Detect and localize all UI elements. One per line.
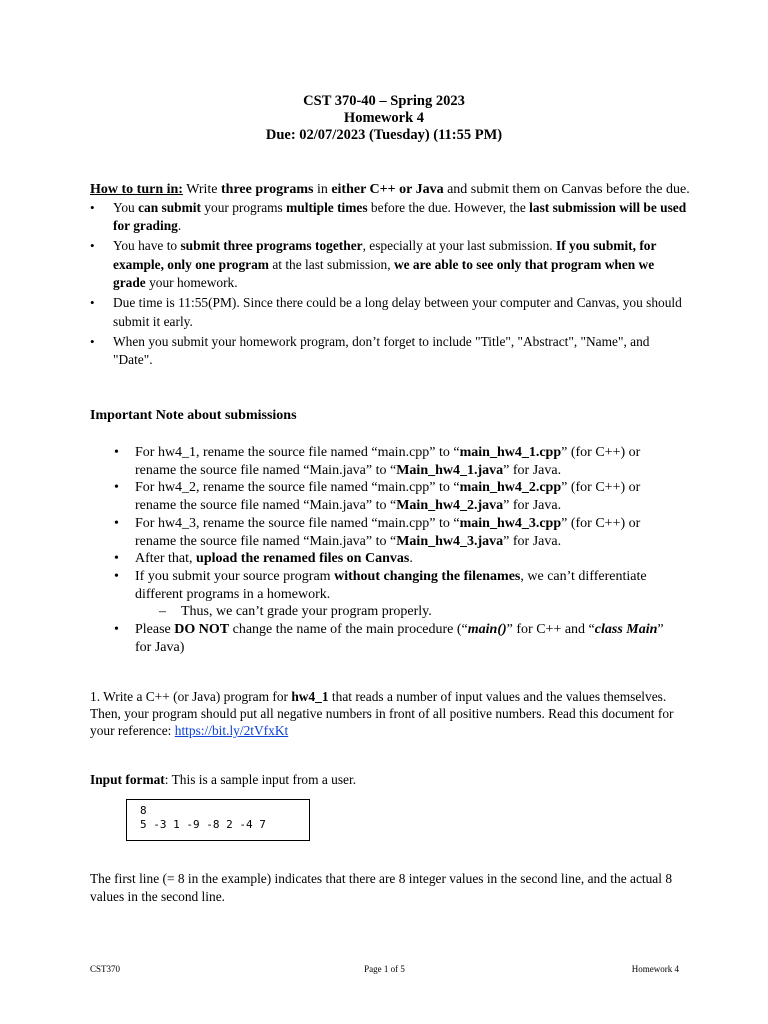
- text-run: main(): [467, 622, 507, 638]
- text-run: ” for Java.: [503, 462, 562, 478]
- text-run: Main_hw4_2.java: [396, 498, 504, 514]
- text-run: If you submit, for example, only one program: [113, 238, 657, 272]
- submission-notes: [114, 444, 674, 656]
- note-main-procedure: [114, 621, 674, 656]
- footer-course: CST370: [90, 964, 121, 974]
- text-run: we are able to see only that program when we grade: [113, 256, 655, 290]
- turn-in-paragraph: [90, 181, 690, 199]
- text-run: ” (for C++) or rename the source file named “Main.java” to “: [135, 480, 641, 514]
- text-run: If you submit your source program: [135, 568, 335, 584]
- due-date: Due: 02/07/2023 (Tuesday) (11:55 PM): [265, 127, 503, 143]
- text-run: ” for C++ and “: [506, 622, 595, 638]
- text-run: For hw4_2, rename the source file named “main.cpp” to “: [135, 480, 460, 496]
- text-run: , we can’t differentiate different programs in a homework.: [135, 568, 647, 602]
- text-run: in: [313, 182, 332, 197]
- text-run: without changing the filenames: [334, 568, 521, 584]
- note-hw4-1-rename: [114, 444, 674, 479]
- turn-in-bullets: [90, 199, 690, 370]
- text-run: ” for Java): [135, 622, 664, 655]
- text-run: main_hw4_2.cpp: [459, 480, 562, 496]
- bullet-include-header: • When you submit your homework program, don’t forget to include "Title", "Abstract", "Name", and "Date".: [90, 333, 690, 370]
- text-run: : This is a sample input from a user.: [164, 772, 357, 787]
- bullet-submit-together: [90, 237, 690, 293]
- important-note-heading: Important Note about submissions: [90, 408, 297, 423]
- text-run: either C++ or Java: [331, 182, 444, 197]
- sample-input-box: [126, 799, 310, 841]
- text-run: After that,: [135, 551, 197, 567]
- text-run: Please: [135, 622, 175, 638]
- question-1: [90, 688, 690, 739]
- note-filenames-warning: [114, 568, 674, 603]
- text-run: your programs: [200, 199, 287, 215]
- footer-page-number: Page 1 of 5: [364, 964, 405, 974]
- input-format-line: [90, 771, 690, 789]
- text-run: ” (for C++) or rename the source file named “Main.java” to “: [135, 445, 641, 478]
- input-format-label: Input format: [90, 772, 165, 787]
- text-run: can submit: [138, 199, 201, 215]
- sample-input-line-2: 5 -3 1 -9 -8 2 -4 7: [140, 818, 266, 831]
- homework-title: Homework 4: [343, 110, 425, 126]
- text-run: hw4_1: [291, 689, 329, 704]
- course-title: CST 370-40 – Spring 2023: [303, 93, 465, 109]
- text-run: Main_hw4_1.java: [396, 462, 504, 478]
- note-cannot-grade: – Thus, we can’t grade your program properly.: [114, 603, 674, 621]
- text-run: three programs: [221, 182, 314, 197]
- text-run: You: [113, 199, 139, 215]
- text-run: that reads a number of input values and the values themselves. Then, your program should put all negative numbers in front of all positive numbers. Read this document for your reference:: [90, 689, 674, 738]
- input-explanation: The first line (= 8 in the example) indicates that there are 8 integer values in the second line, and the actual 8 values in the second line.: [90, 871, 673, 904]
- text-run: .: [177, 218, 182, 233]
- text-run: For hw4_3, rename the source file named “main.cpp” to “: [135, 515, 460, 531]
- turn-in-section: [90, 181, 690, 371]
- turn-in-label: How to turn in:: [90, 182, 183, 197]
- note-hw4-2-rename: [114, 479, 674, 514]
- text-run: your homework.: [145, 275, 238, 290]
- text-run: DO NOT: [174, 622, 230, 638]
- document-header: [0, 93, 768, 144]
- bullet-due-time: • Due time is 11:55(PM). Since there could be a long delay between your computer and Canvas, you should submit it early.: [90, 294, 690, 331]
- text-run: You have to: [113, 238, 181, 253]
- footer-homework: Homework 4: [631, 964, 679, 974]
- text-run: ” for Java.: [503, 533, 562, 549]
- text-run: at the last submission,: [268, 256, 394, 272]
- note-upload: [114, 550, 674, 568]
- text-run: upload the renamed files on Canvas: [196, 551, 410, 567]
- text-run: , especially at your last submission.: [362, 238, 556, 253]
- note-hw4-3-rename: [114, 515, 674, 550]
- reference-link[interactable]: https://bit.ly/2tVfxKt: [174, 723, 289, 738]
- text-run: ” for Java.: [503, 498, 562, 514]
- bullet-multiple-submissions: [90, 199, 690, 236]
- text-run: .: [409, 551, 413, 567]
- text-run: class Main: [594, 622, 658, 638]
- text-run: main_hw4_3.cpp: [459, 515, 562, 531]
- text-run: change the name of the main procedure (“: [229, 622, 468, 638]
- text-run: ” (for C++) or rename the source file named “Main.java” to “: [135, 515, 641, 549]
- text-run: Main_hw4_3.java: [396, 533, 504, 549]
- text-run: Write: [182, 182, 222, 197]
- text-run: and submit them on Canvas before the due.: [443, 182, 690, 197]
- text-run: main_hw4_1.cpp: [459, 445, 562, 460]
- text-run: last submission will be used for grading: [113, 199, 687, 233]
- sample-input-line-1: 8: [140, 804, 147, 817]
- text-run: before the due. However, the: [367, 199, 530, 215]
- text-run: multiple times: [286, 199, 368, 215]
- text-run: For hw4_1, rename the source file named “main.cpp” to “: [135, 445, 460, 460]
- text-run: submit three programs together: [180, 238, 363, 253]
- text-run: 1. Write a C++ (or Java) program for: [90, 689, 292, 704]
